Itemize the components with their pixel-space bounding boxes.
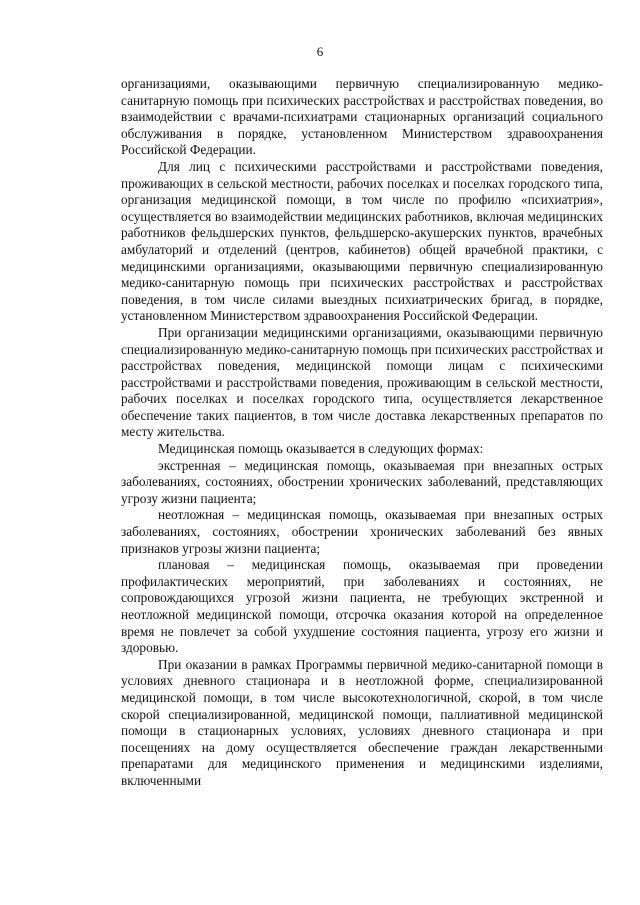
paragraph-4: Медицинская помощь оказывается в следующих формах:: [158, 441, 484, 457]
paragraph-7: плановая – медицинская помощь, оказываемая при проведении профилактических мероприятий, при заболеваниях и состояниях, не сопровождающихся угрозой жизни пациента, не требующих экстренной и неотложной медицинской помощи, отсрочка оказания которой на определенное время не повлечет за собой ухудшение состояния пациента, угрозу его жизни и здоровью.: [121, 557, 603, 656]
page-number: 6: [316, 44, 324, 59]
paragraph-3: При организации медицинскими организациями, оказывающими первичную специализированную медико-санитарную помощь при психических расстройствах и расстройствах поведения, медицинской помощи лицам с психическими расстройствами и расстройствами поведения, проживающим в сельской местности, рабочих поселках и поселках городского типа, осуществляется лекарственное обеспечение таких пациентов, в том числе доставка лекарственных препаратов по месту жительства.: [121, 324, 603, 440]
paragraph-6: неотложная – медицинская помощь, оказываемая при внезапных острых заболеваниях, состояниях, обострении хронических заболеваний без явных признаков угрозы жизни пациента;: [121, 507, 603, 556]
paragraph-1: организациями, оказывающими первичную специализированную медико-санитарную помощь при психических расстройствах и расстройствах поведения, во взаимодействии с врачами-психиатрами стационарных организаций социального обслуживания в порядке, установленном Министерством здравоохранения Российской Федерации.: [121, 76, 603, 158]
paragraph-5: экстренная – медицинская помощь, оказываемая при внезапных острых заболеваниях, состояниях, обострении хронических заболеваний, представляющих угрозу жизни пациента;: [121, 457, 603, 506]
paragraph-2: Для лиц с психическими расстройствами и расстройствами поведения, проживающих в сельской местности, рабочих поселках и поселках городского типа, организация медицинской помощи, в том числе по профилю «психиатрия», осуществляется во взаимодействии медицинских работников, включая медицинских работников фельдшерских пунктов, фельдшерско-акушерских пунктов, врачебных амбулаторий и отделений (центров, кабинетов) общей врачебной практики, с медицинскими организациями, оказывающими первичную специализированную медико-санитарную помощь при психических расстройствах и расстройствах поведения, в том числе силами выездных психиатрических бригад, в порядке, установленном Министерством здравоохранения Российской Федерации.: [121, 158, 603, 324]
paragraph-8: При оказании в рамках Программы первичной медико-санитарной помощи в условиях дневного стационара и в неотложной форме, специализированной медицинской помощи, в том числе высокотехнологичной, скорой, в том числе скорой специализированной, медицинской помощи, паллиативной медицинской помощи в стационарных условиях, условиях дневного стационара и при посещениях на дому осуществляется обеспечение граждан лекарственными препаратами для медицинского применения и медицинскими изделиями, включенными: [121, 656, 603, 788]
body-text: [121, 76, 603, 790]
